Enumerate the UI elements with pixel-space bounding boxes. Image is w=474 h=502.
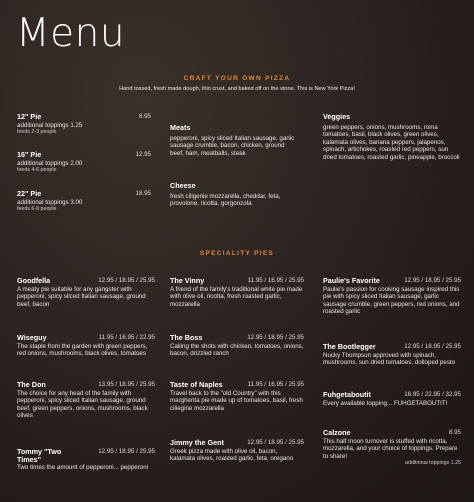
meats-group <box>170 124 300 157</box>
pie-the-don <box>17 381 155 420</box>
pie-desc: A friend of the family's traditional white pie made with olive oil, ricotta, fresh roasted garlic, mozzarella <box>170 285 303 308</box>
page-title: Menu <box>16 11 126 56</box>
pie-calzone <box>323 429 461 467</box>
size-price: 12.95 <box>135 151 151 158</box>
pie-name: Wiseguy <box>17 333 47 342</box>
pie-desc: A meaty pie suitable for any gangster with pepperoni, spicy sliced Italian sausage, ground beef, bacon <box>17 285 146 308</box>
pie-taste-of-naples <box>170 381 304 412</box>
pie-price: 11.95 / 16.95 / 25.95 <box>247 381 304 388</box>
size-name: 22" Pie <box>17 189 42 198</box>
pie-desc: Every available topping... FUHGETABOUTIT! <box>323 399 448 407</box>
pie-name: Paulie's Favorite <box>323 276 380 285</box>
size-item-22 <box>17 190 151 213</box>
pie-desc: This half moon turnover is stuffed with ricotta, mozzarella, and your choice of toppings. Prepare to share! <box>323 437 458 460</box>
pie-desc: Paulie's passion for cooking sausage inspired this pie with spicy sliced Italian sausage, garlic sausage crumble, green peppers, red onions, and roasted garlic <box>323 285 460 316</box>
calzone-extra: additional toppings 1.25 <box>405 460 461 467</box>
pie-desc: Calling the shots with chicken, tomatoes, onions, bacon, drizzled ranch <box>170 342 304 358</box>
pie-name: Jimmy the Gent <box>170 438 224 447</box>
pie-price: 12.95 / 18.95 / 25.95 <box>98 448 155 455</box>
veggies-title: Veggies <box>323 112 351 121</box>
pie-name: Fuhgetaboutit <box>323 390 371 399</box>
pie-price: 12.95 / 18.95 / 25.95 <box>247 334 304 341</box>
pie-price: 13.95 / 18.95 / 25.95 <box>98 381 155 388</box>
size-name: 12" Pie <box>17 112 42 121</box>
pie-desc: Travel back to the "old Country" with this margherita pie made up of tomatoes, basil, fresh ciliegine mozzarella <box>170 389 303 412</box>
size-toppings: additional toppings 3.00 <box>17 198 83 206</box>
cheese-group <box>170 182 300 208</box>
speciality-section-title: SPECIALITY PIES <box>199 250 275 257</box>
cheese-title: Cheese <box>170 181 196 190</box>
pie-price: 12.95 / 18.95 / 25.95 <box>247 439 304 446</box>
pie-name: Calzone <box>323 428 351 437</box>
pie-price: 16.95 / 22.95 / 32.95 <box>404 391 461 398</box>
size-name: 16" Pie <box>17 150 42 159</box>
pie-jimmy-the-gent <box>170 439 304 463</box>
size-feeds: feeds 2-3 people <box>17 129 57 136</box>
pie-price: 8.95 <box>448 429 461 436</box>
pie-the-vinny <box>170 277 304 308</box>
pie-name: The Boss <box>170 333 203 342</box>
pie-goodfella <box>17 277 155 308</box>
pie-desc: Nucky Thompson approved with spinach, mushrooms, sun dried tomatoes, dolloped pesto <box>323 351 456 367</box>
size-toppings: additional toppings 1.25 <box>17 121 83 129</box>
size-toppings: additional toppings 2.00 <box>17 159 83 167</box>
pie-tommy <box>17 448 155 472</box>
pie-price: 11.95 / 16.95 / 22.95 <box>98 334 155 341</box>
size-feeds: feeds 4-6 people <box>17 167 57 174</box>
pie-name: Taste of Naples <box>170 380 223 389</box>
pie-paulies-favorite <box>323 277 461 316</box>
pie-desc: The choice for any head of the family with pepperoni, spicy sliced Italian sausage, ground beef, green peppers, onions, mushrooms, black olives <box>17 389 148 420</box>
pie-name: The Vinny <box>170 276 205 285</box>
pie-name: Tommy "Two Times" <box>17 447 62 464</box>
pie-name: Goodfella <box>17 276 51 285</box>
pie-fuhgetaboutit <box>323 391 461 407</box>
size-price: 8.95 <box>138 113 151 120</box>
pie-name: The Don <box>17 380 46 389</box>
pie-desc: The staple from the garden with green peppers, red onions, mushrooms, black olives, tomatoes <box>17 342 148 358</box>
pie-price: 11.95 / 16.95 / 25.95 <box>247 277 304 284</box>
meats-desc: pepperoni, spicy sliced Italian sausage, garlic sausage crumble, bacon, chicken, ground beef, ham, meatballs, steak <box>170 134 295 157</box>
craft-section-title: CRAFT YOUR OWN PIZZA <box>183 75 291 82</box>
size-item-12 <box>17 113 151 136</box>
size-item-16 <box>17 151 151 174</box>
pie-the-boss <box>170 334 304 358</box>
pie-price: 12.95 / 18.95 / 25.95 <box>98 277 155 284</box>
pie-desc: Two times the amount of pepperoni... pepperoni <box>17 464 149 472</box>
pie-price: 12.95 / 18.95 / 25.95 <box>404 277 461 284</box>
veggies-group <box>323 113 461 162</box>
pie-the-bootlegger <box>323 343 461 367</box>
pie-price: 12.95 / 18.95 / 25.95 <box>404 343 461 350</box>
cheese-desc: fresh ciligenie mozzarella, cheddar, feta, provolone, ricotta, gorgonzola <box>170 192 281 208</box>
pie-wiseguy <box>17 334 155 358</box>
pie-name: The Bootlegger <box>323 342 376 351</box>
veggies-desc: green peppers, onions, mushrooms, roma tomatoes, basil, black olives, green olives, kalamata olives, banana peppers, jalapenos, spinach, artichokes, roasted red peppers, sun dried tomatoes, roasted garlic, pineapple, broccoli <box>323 123 460 161</box>
meats-title: Meats <box>170 123 191 132</box>
craft-section-subtitle: Hand tossed, fresh made dough, thin crust, and baked off on the stone. This is New York Pizza! <box>119 86 355 92</box>
size-price: 18.95 <box>135 190 151 197</box>
pie-desc: Greek pizza made with olive oil, bacon, kalamata olives, roasted garlic, feta, oregano <box>170 447 294 463</box>
size-feeds: feeds 6-8 people <box>17 206 57 213</box>
